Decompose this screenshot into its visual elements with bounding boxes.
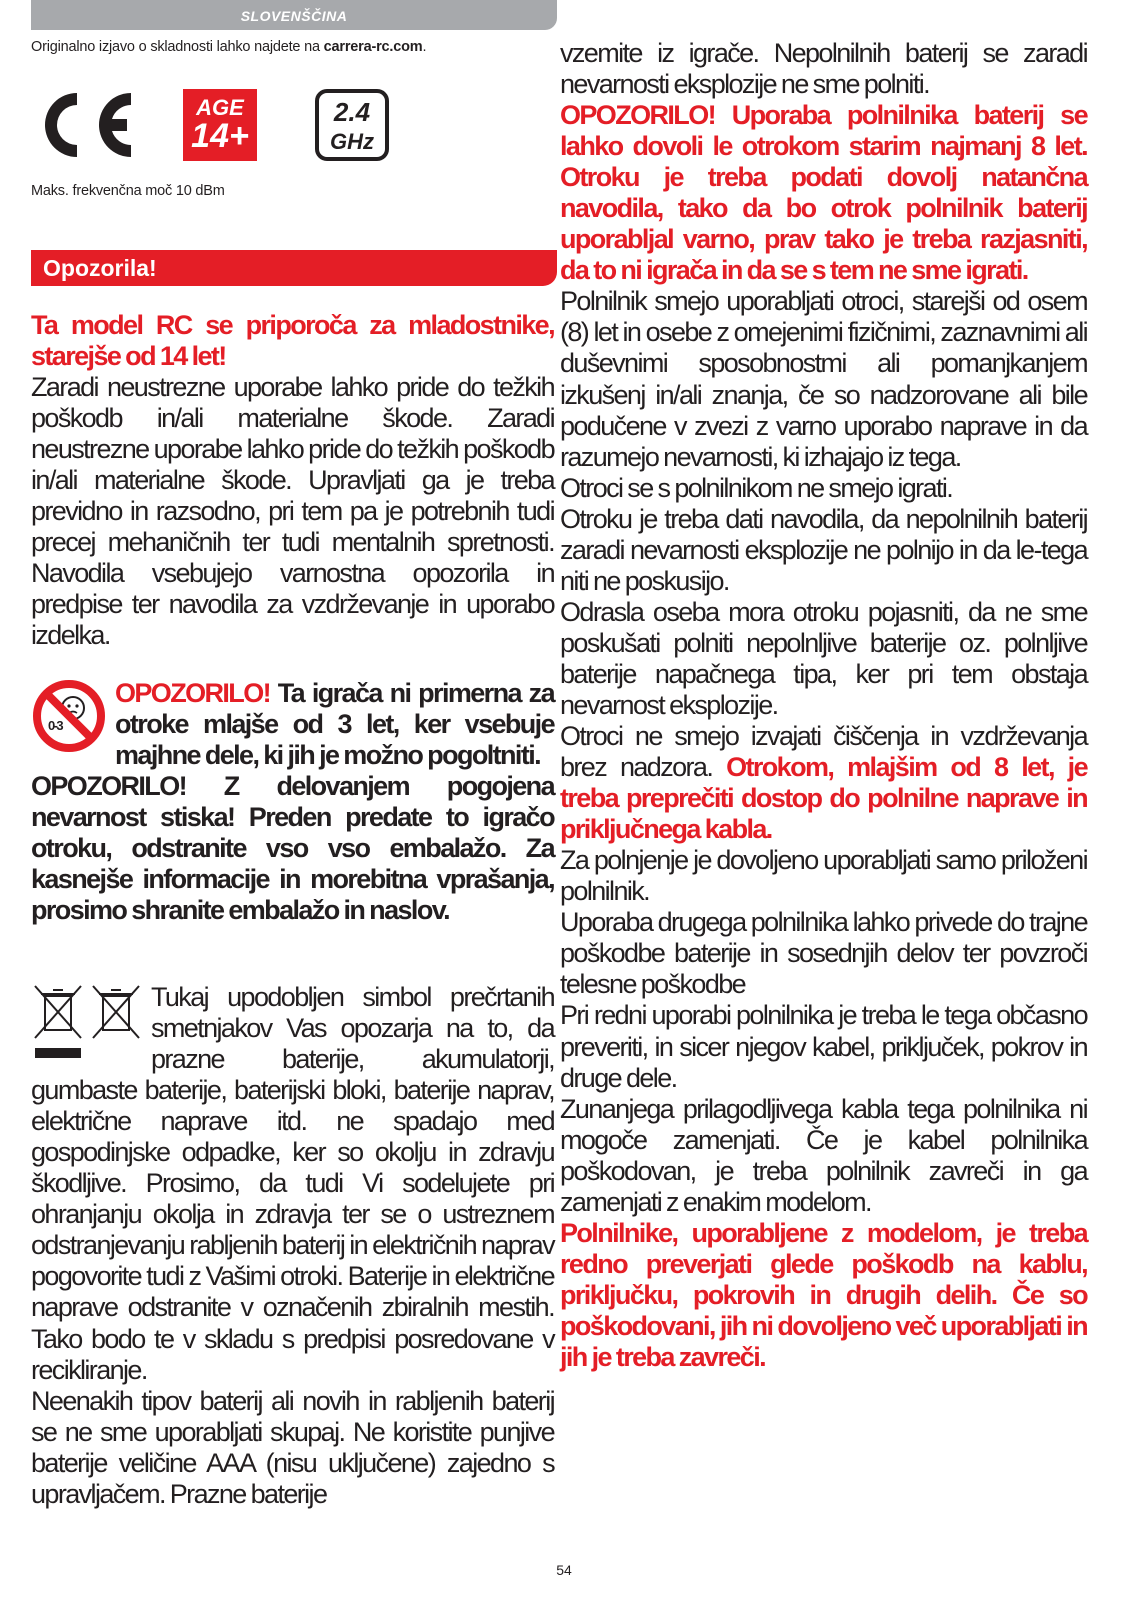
warnings-title: Opozorila!: [31, 250, 557, 286]
right-p3: Polnilnik smejo uporabljati otroci, starejši od osem (8) let in osebe z omejenimi fizičnimi, zaznavnimi ali duševnimi sposobnostmi ali pomanjkanjem izkušenj in/ali znanja, če so nadzorovane ali bile podučene v zvezi z varno uporabo naprave in da razumejo nevarnosti, ki izhajajo iz tega.: [560, 286, 1087, 472]
left-intro-block: [31, 310, 554, 652]
right-p10: Pri redni uporabi polnilnika je treba le tega občasno preveriti, in sicer njegov kabel, priključek, pokrov in druge dele.: [560, 1000, 1087, 1093]
charger-age-warning: OPOZORILO! Uporaba polnilnika baterij se lahko dovoli le otrokom starim najmanj 8 let. Otroku je treba podati dovolj natančna navodila, tako da bo otrok polnilnik baterij uporabljal varno, prav tako je treba razjasniti, da to ni igrača in da se s tem ne sme igrati.: [560, 100, 1087, 286]
right-column: [560, 38, 1087, 1373]
age-badge-text: 0-3: [48, 718, 62, 733]
page-number: 54: [556, 1562, 572, 1578]
age-top-text: AGE: [196, 95, 244, 120]
choking-warning-text: Ta igrača ni primerna za otroke mlajše od 3 let, ker vsebuje majhne dele, ki jih je možno pogoltniti.: [115, 678, 554, 771]
right-p7: [560, 721, 1087, 845]
left-warning-block: [31, 678, 554, 926]
age-bottom-text: 14+: [191, 117, 249, 155]
warning-red-label: OPOZORILO!: [115, 678, 270, 708]
model-age-heading: Ta model RC se priporoča za mladostnike, starejše od 14 let!: [31, 310, 554, 372]
freq-top-text: 2.4: [333, 97, 371, 127]
misuse-paragraph: Zaradi neustrezne uporabe lahko pride do težkih poškodb in/ali materialne škode. Zaradi neustrezne uporabe lahko pride do težkih poškodb in/ali materialne škode. Upravljati ga je treba previdno in razsodno, pri tem pa je potrebnih tudi precej mehaničnih ter tudi mentalnih spretnosti. Navodila vsebujejo varnostna opozorila in predpise ter navodila za vzdrževanje in uporabo izdelka.: [31, 372, 554, 651]
max-frequency-power: Maks. frekvenčna moč 10 dBm: [31, 183, 225, 199]
strangulation-warning: OPOZORILO! Z delovanjem pogojena nevarnost stiska! Preden predate to igračo otroku, odstranite vso vso embalažo. Za kasnejše informacije in morebitna vprašanja, prosimo shranite embalažo in naslov.: [31, 771, 554, 926]
crossed-out-bin-icons: [31, 982, 143, 1069]
freq-bottom-text: GHz: [330, 129, 374, 154]
battery-mixing-paragraph: Neenakih tipov baterij ali novih in rabljenih baterij se ne sme uporabljati skupaj. Ne koristite punjive baterije veličine AAA (nisu uključene) zajedno s upravljačem. Prazne baterije: [31, 1385, 554, 1509]
right-p6: Odrasla oseba mora otroku pojasniti, da ne sme poskušati polniti nepolnljive baterije oz. polnljive baterije napačnega tipa, ker pri tem obstaja nevarnost eksplozije.: [560, 596, 1087, 720]
declaration-prefix: Originalno izjavo o skladnosti lahko najdete na: [31, 39, 324, 55]
left-disposal-block: [31, 982, 554, 1510]
declaration-link[interactable]: carrera-rc.com: [323, 39, 423, 55]
right-p11: Zunanjega prilagodljivega kabla tega polnilnika ni mogoče zamenjati. Če je kabel polnilnika poškodovan, je treba polnilnik zavreči in ga zamenjati z enakim modelom.: [560, 1093, 1087, 1217]
disposal-text: Tukaj upodobljen simbol prečrtanih smetnjakov Vas opozarja na to, da prazne baterije, akumulatorji, gumbaste baterije, baterijski bloki, baterije naprav, električne naprave itd. ne spadajo med gospodinjske odpadke, ker so okolju in zdravju škodljive. Prosimo, da tudi Vi sodelujete pri ohranjanju okolja in zdravja ter se o ustreznem odstranjevanju rabljenih baterij in električnih naprav pogovorite tudi z Vašimi otroki. Baterije in električne naprave odstranite v označenih zbiralnih mestih. Tako bodo te v skladu s predpisi posredovane v recikliranje.: [31, 982, 554, 1385]
choking-warning: [31, 678, 554, 771]
declaration-suffix: .: [422, 39, 427, 55]
right-p9: Uporaba drugega polnilnika lahko privede do trajne poškodbe baterije in sosednjih delov ter povzroči telesne poškodbe: [560, 907, 1087, 1000]
right-p1: vzemite iz igrače. Nepolnilnih baterij se zaradi nevarnosti eksplozije ne sme polniti.: [560, 38, 1087, 100]
ce-mark-icon: [45, 93, 131, 157]
charger-inspection-warning: Polnilnike, uporabljene z modelom, je treba redno preverjati glede poškodb na kablu, priključku, pokrovih in drugih delih. Če so poškodovani, jih ni dovoljeno več uporabljati in jih je treba zavreči.: [560, 1217, 1087, 1372]
disposal-paragraph: [31, 982, 554, 1386]
right-p5: Otroku je treba dati navodila, da nepolnilnih baterij zaradi nevarnosti eksplozije ne polnijo in da le-tega niti ne poskusijo.: [560, 503, 1087, 596]
frequency-2-4ghz-icon: [317, 91, 387, 159]
declaration-note: [31, 38, 557, 56]
charger-access-warning: Otrokom, mlajšim od 8 let, je treba preprečiti dostop do polnilne naprave in priključnega kabla.: [560, 752, 1088, 845]
language-header: SLOVENŠČINA: [31, 0, 557, 30]
cleaning-text: Otroci ne smejo izvajati čiščenja in vzdrževanja brez nadzora.: [560, 721, 1087, 783]
logos-svg: [31, 85, 557, 165]
age-14-plus-icon: [183, 89, 257, 161]
certification-logos: [31, 85, 557, 165]
age-0-3-prohibited-icon: [31, 678, 107, 761]
right-p4: Otroci se s polnilnikom ne smejo igrati.: [560, 472, 953, 503]
right-p8: Za polnjenje je dovoljeno uporabljati samo priloženi polnilnik.: [560, 845, 1087, 907]
